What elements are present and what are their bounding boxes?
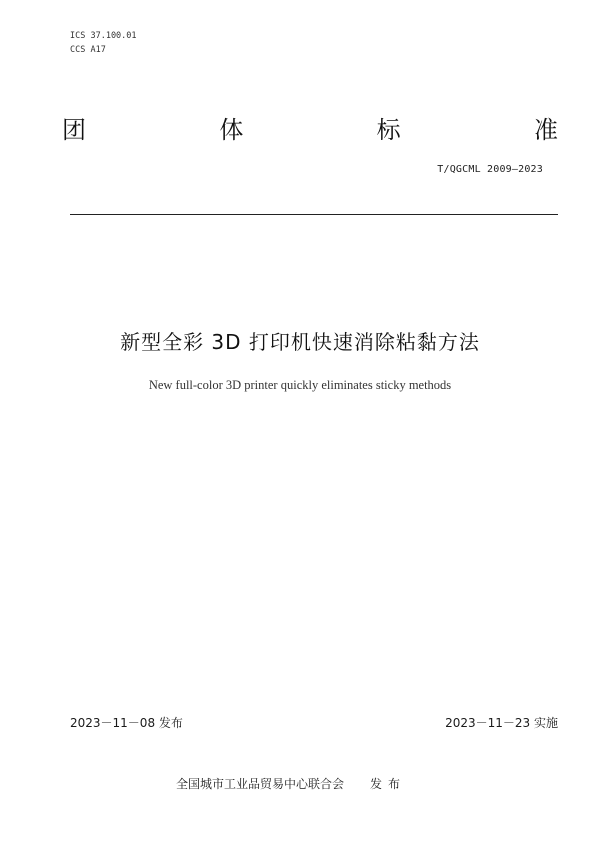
document-type-char: 团	[62, 116, 86, 144]
publisher-name: 全国城市工业品贸易中心联合会	[176, 777, 345, 791]
publisher-action: 发布	[370, 777, 407, 791]
standard-number: T/QGCML 2009—2023	[437, 164, 543, 175]
document-type-char: 标	[376, 116, 401, 144]
document-type-char: 准	[533, 116, 558, 144]
publisher-line	[176, 775, 406, 792]
title-chinese: 新型全彩 3D 打印机快速消除粘黏方法	[120, 330, 480, 354]
header-divider	[70, 214, 558, 215]
release-date: 2023－11－08 发布	[70, 716, 183, 730]
ccs-code: CCS A17	[70, 45, 106, 55]
ics-code: ICS 37.100.01	[70, 31, 137, 41]
title-english: New full-color 3D printer quickly eliminates sticky methods	[148, 378, 452, 392]
implementation-date: 2023－11－23 实施	[445, 716, 558, 730]
document-type-char: 体	[219, 116, 244, 144]
classification-codes	[70, 29, 137, 57]
document-type-heading	[62, 112, 558, 148]
